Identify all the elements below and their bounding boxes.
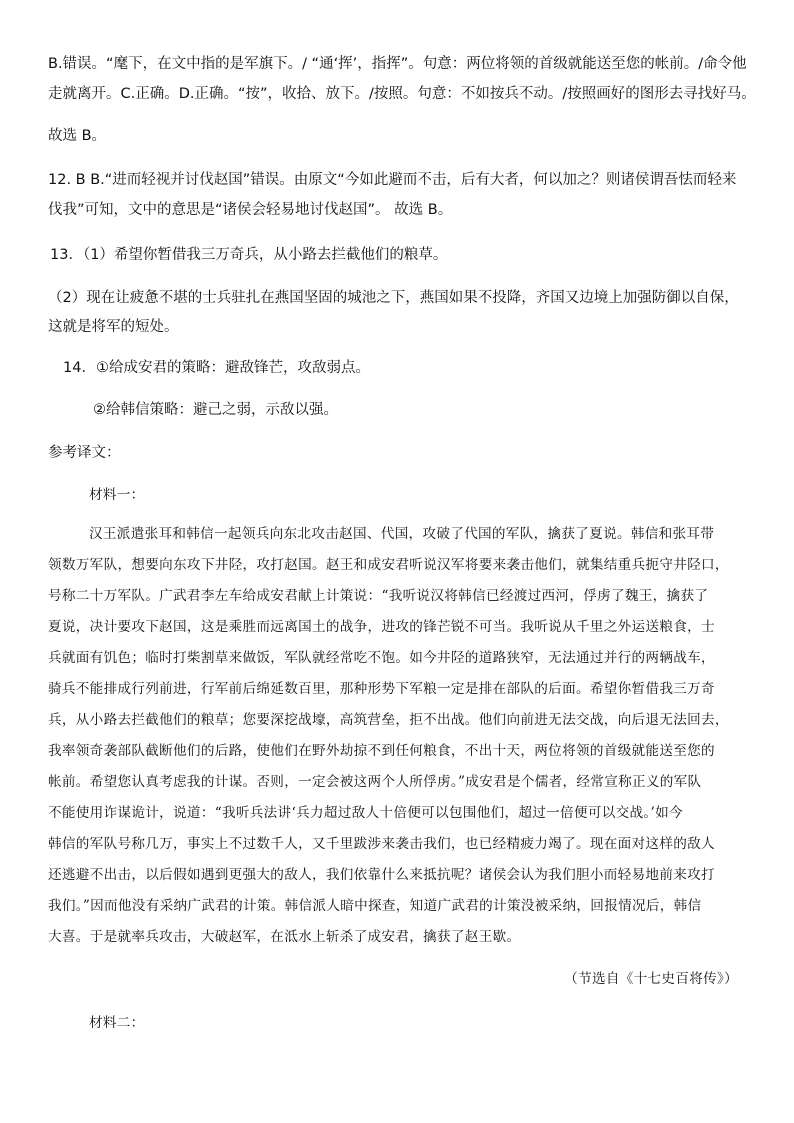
translation-line: 兵，从小路去拦截他们的粮草；您要深挖战壕，高筑营垒，拒不出战。他们向前进无法交战，向后退无法回去， — [48, 712, 729, 728]
translation-line: 号称二十万军队。广武君李左车给成安君献上计策说：“我听说汉将韩信已经渡过西河，俘虏了魏王，擒获了 — [48, 588, 709, 604]
answer-13-part-1: 13．（1）希望你暂借我三万奇兵，从小路去拦截他们的粮草。 — [50, 247, 448, 263]
translation-line: 汉王派遣张耳和韩信一起领兵向东北攻击赵国、代国，攻破了代国的军队，擒获了夏说。韩信和张耳带 — [89, 526, 715, 542]
translation-source: （节选自《十七史百将传》） — [564, 971, 738, 987]
translation-line: 我们。”因而他没有采纳广武君的计策。韩信派人暗中探查，知道广武君的计策没被采纳，回报情况后，韩信 — [48, 898, 702, 914]
answer-14-part-2: ②给韩信策略：避己之弱，示敌以强。 — [93, 402, 338, 418]
material-1-label: 材料一： — [89, 487, 145, 503]
answer-12-line-2: 伐我”可知，文中的意思是“诸侯会轻易地讨伐赵国”。 故选 B。 — [48, 202, 453, 218]
answer-11-line-1: B.错误。“麾下，在文中指的是军旗下。/ “通‘挥’，指挥”。句意：两位将领的首级就能送至您的帐前。/命令他 — [48, 56, 747, 72]
answer-13-part-2-line-1: （2）现在让疲惫不堪的士兵驻扎在燕国坚固的城池之下，燕国如果不投降，齐国又边境上加强防御以自保， — [48, 290, 739, 306]
material-2-label: 材料二： — [89, 1015, 145, 1031]
translation-line: 韩信的军队号称几万，事实上不过数千人，又千里跋涉来袭击我们，也已经精疲力竭了。现在面对这样的敌人 — [48, 836, 715, 852]
answer-13-part-2-line-2: 这就是将军的短处。 — [48, 319, 179, 335]
answer-11-line-2: 走就离开。C.正确。D.正确。“按”，收拾、放下。/按照。句意：不如按兵不动。/按照画好的图形去寻找好马。 — [48, 86, 756, 102]
translation-line: 还逃避不出击，以后假如遇到更强大的敌人，我们依靠什么来抵抗呢？诸侯会认为我们胆小而轻易地前来攻打 — [48, 867, 715, 883]
translation-line: 领数万军队，想要向东攻下井陉，攻打赵国。赵王和成安君听说汉军将要来袭击他们，就集结重兵扼守井陉口， — [48, 557, 729, 573]
answer-12-line-1: 12. B B.“进而轻视并讨伐赵国”错误。由原文“今如此避而不击，后有大者，何以加之？则诸侯谓吾怯而轻来 — [48, 172, 737, 188]
answer-11-conclusion: 故选 B。 — [48, 128, 107, 144]
translation-line: 兵就面有饥色；临时打柴割草来做饭，军队就经常吃不饱。如今井陉的道路狭窄，无法通过并行的两辆战车， — [48, 650, 715, 666]
translation-line: 夏说，决计要攻下赵国，这是乘胜而远离国土的战争，进攻的锋芒锐不可当。我听说从千里之外运送粮食，士 — [48, 619, 715, 635]
translation-line: 我率领奇袭部队截断他们的后路，使他们在野外劫掠不到任何粮食，不出十天，两位将领的首级就能送至您的 — [48, 743, 715, 759]
translation-heading: 参考译文： — [48, 445, 121, 461]
translation-line: 不能使用诈谋诡计，说道：“我听兵法讲‘兵力超过敌人十倍便可以包围他们，超过一倍便可以交战。’如今 — [48, 805, 683, 821]
translation-line: 骑兵不能排成行列前进，行军前后绵延数百里，那种形势下军粮一定是排在部队的后面。希望你暂借我三万奇 — [48, 681, 715, 697]
translation-line: 帐前。希望您认真考虑我的计谋。否则，一定会被这两个人所俘虏。”成安君是个儒者，经常宣称正义的军队 — [48, 774, 702, 790]
translation-line: 大喜。于是就率兵攻击，大破赵军，在泜水上斩杀了成安君，擒获了赵王歇。 — [48, 929, 521, 945]
answer-14-part-1: 14．①给成安君的策略：避敌锋芒，攻敌弱点。 — [63, 360, 370, 376]
